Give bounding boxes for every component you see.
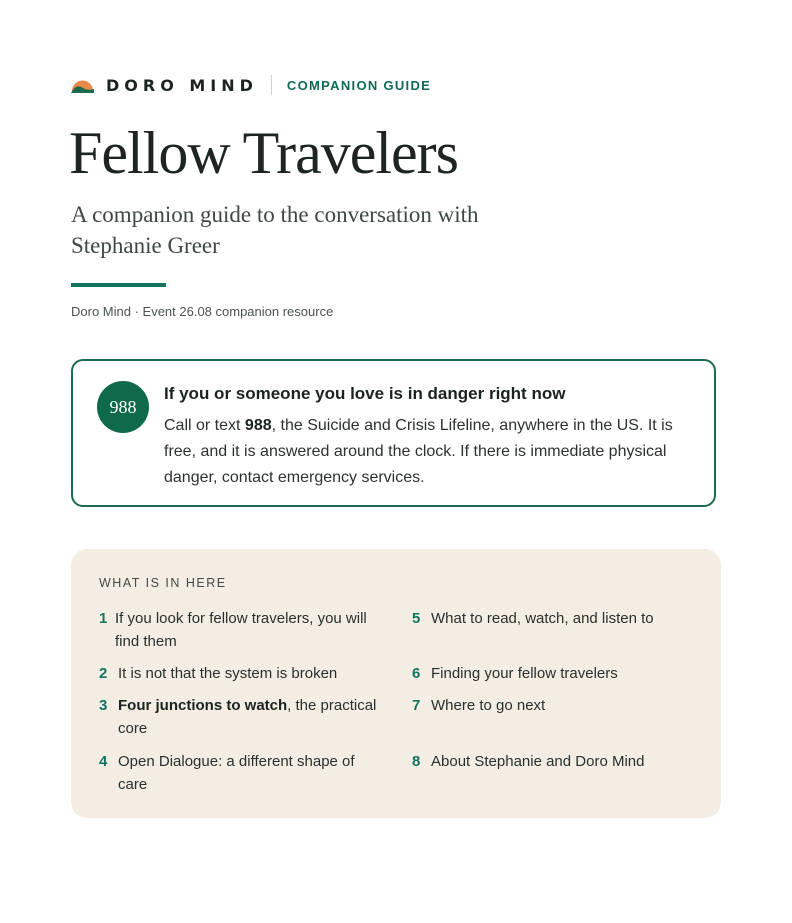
crisis-body xyxy=(164,413,694,491)
crisis-body-prefix: Call or text xyxy=(164,417,245,434)
contents-heading: WHAT IS IN HERE xyxy=(99,576,227,590)
brand-name: DORO MIND xyxy=(106,75,258,95)
title-underline-rule xyxy=(71,283,166,287)
resource-meta: Doro Mind · Event 26.08 companion resource xyxy=(71,304,334,319)
brand-divider xyxy=(271,75,272,95)
toc-item-4[interactable] xyxy=(99,750,378,796)
crisis-callout xyxy=(71,359,716,507)
toc-title: If you look for fellow travelers, you will find them xyxy=(115,610,367,650)
table-of-contents xyxy=(71,549,721,818)
sunrise-hills-logo-icon xyxy=(71,77,94,93)
toc-number: 2 xyxy=(99,665,108,682)
toc-item-1[interactable] xyxy=(99,607,385,653)
toc-number: 5 xyxy=(412,610,421,627)
toc-title: What to read, watch, and listen to xyxy=(431,610,654,627)
toc-title: Four junctions to watch, the practical core xyxy=(118,697,377,737)
toc-number: 8 xyxy=(412,753,421,770)
toc-title: Open Dialogue: a different shape of care xyxy=(118,753,355,793)
toc-number: 6 xyxy=(412,665,421,682)
page-title: Fellow Travelers xyxy=(69,120,458,186)
toc-item-2[interactable] xyxy=(99,662,388,685)
toc-item-8[interactable] xyxy=(412,750,721,773)
toc-number: 7 xyxy=(412,697,421,714)
toc-number: 1 xyxy=(99,610,108,627)
toc-item-7[interactable] xyxy=(412,694,721,717)
toc-number: 4 xyxy=(99,753,108,770)
crisis-hotline-number: 988 xyxy=(244,417,272,434)
crisis-heading: If you or someone you love is in danger right now xyxy=(164,384,566,403)
toc-title: Where to go next xyxy=(431,697,546,714)
toc-title: Finding your fellow travelers xyxy=(431,665,618,682)
toc-item-5[interactable] xyxy=(412,607,721,630)
toc-item-3[interactable] xyxy=(99,694,378,740)
toc-title: About Stephanie and Doro Mind xyxy=(431,753,645,770)
toc-title: It is not that the system is broken xyxy=(118,665,338,682)
section-label: COMPANION GUIDE xyxy=(286,77,432,93)
crisis-line-badge: 988 xyxy=(97,381,149,433)
toc-number: 3 xyxy=(99,697,108,714)
page-subtitle: A companion guide to the conversation with Stephanie Greer xyxy=(71,202,479,258)
brand-header xyxy=(71,75,431,95)
toc-item-6[interactable] xyxy=(412,662,721,685)
crisis-body-suffix: , the Suicide and Crisis Lifeline, anywhere in the US. It is free, and it is answered around the clock. If there is immediate physical danger, contact emergency services. xyxy=(164,417,673,486)
